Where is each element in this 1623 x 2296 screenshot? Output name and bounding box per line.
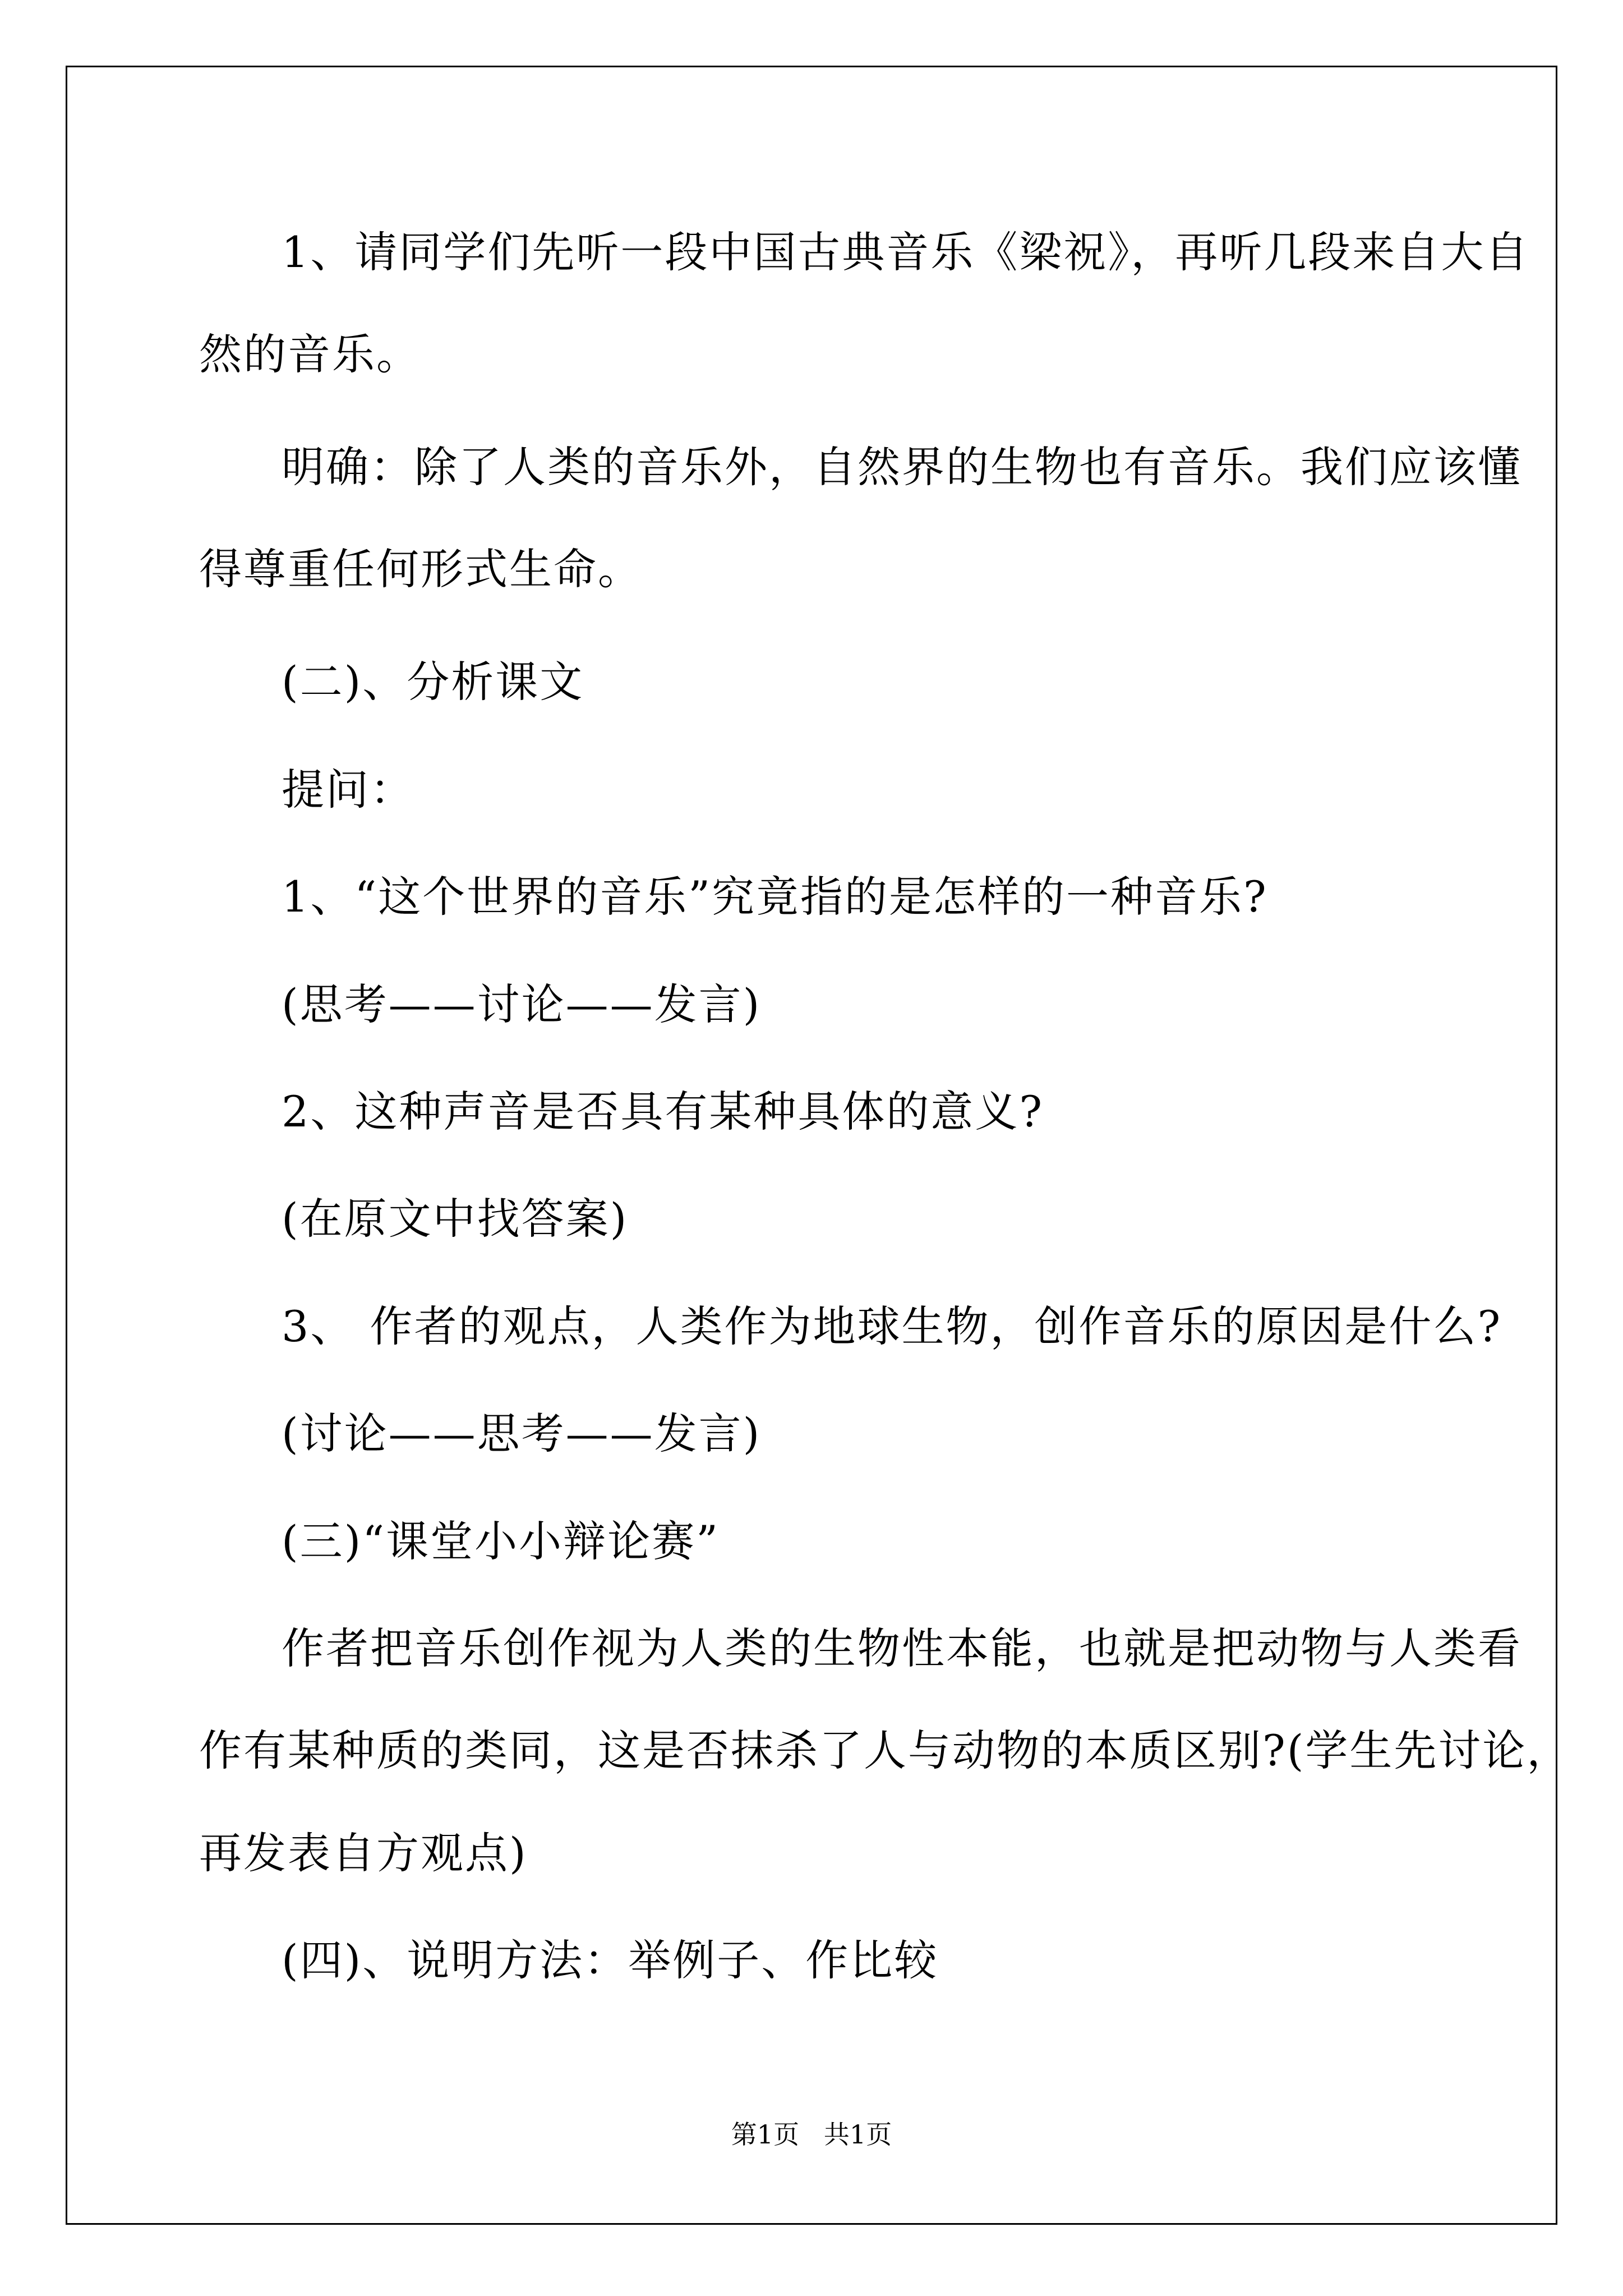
paragraph-line-15: 作有某种质的类同，这是否抹杀了人与动物的本质区别?(学生先讨论，: [199, 1726, 1571, 1775]
paragraph-line-16: 再发表自方观点): [199, 1828, 528, 1878]
question-label: 提问：: [282, 765, 414, 815]
question-1: 1、“这个世界的音乐”究竟指的是怎样的一种音乐?: [282, 872, 1268, 922]
question-2-note: (在原文中找答案): [282, 1194, 629, 1244]
paragraph-line-1: 1、请同学们先听一段中国古典音乐《梁祝》，再听几段来自大自: [282, 227, 1530, 277]
page-number-footer: 第1页 共1页: [731, 2119, 892, 2150]
section-heading-4: (四)、说明方法：举例子、作比较: [282, 1935, 939, 1985]
paragraph-line-14: 作者把音乐创作视为人类的生物性本能，也就是把动物与人类看: [282, 1623, 1522, 1673]
question-3: 3、 作者的观点，人类作为地球生物，创作音乐的原因是什么?: [282, 1301, 1502, 1351]
question-1-note: (思考——讨论——发言): [282, 979, 762, 1029]
section-heading-3: (三)“课堂小小辩论赛”: [282, 1516, 720, 1566]
page-border: [66, 66, 1557, 2225]
paragraph-line-2: 然的音乐。: [199, 329, 421, 379]
question-3-note: (讨论——思考——发言): [282, 1409, 762, 1458]
section-heading-2: (二)、分析课文: [282, 657, 584, 707]
paragraph-line-3: 明确：除了人类的音乐外，自然界的生物也有音乐。我们应该懂: [282, 442, 1522, 492]
paragraph-line-4: 得尊重任何形式生命。: [199, 544, 642, 594]
question-2: 2、这种声音是否具有某种具体的意义?: [282, 1087, 1044, 1137]
